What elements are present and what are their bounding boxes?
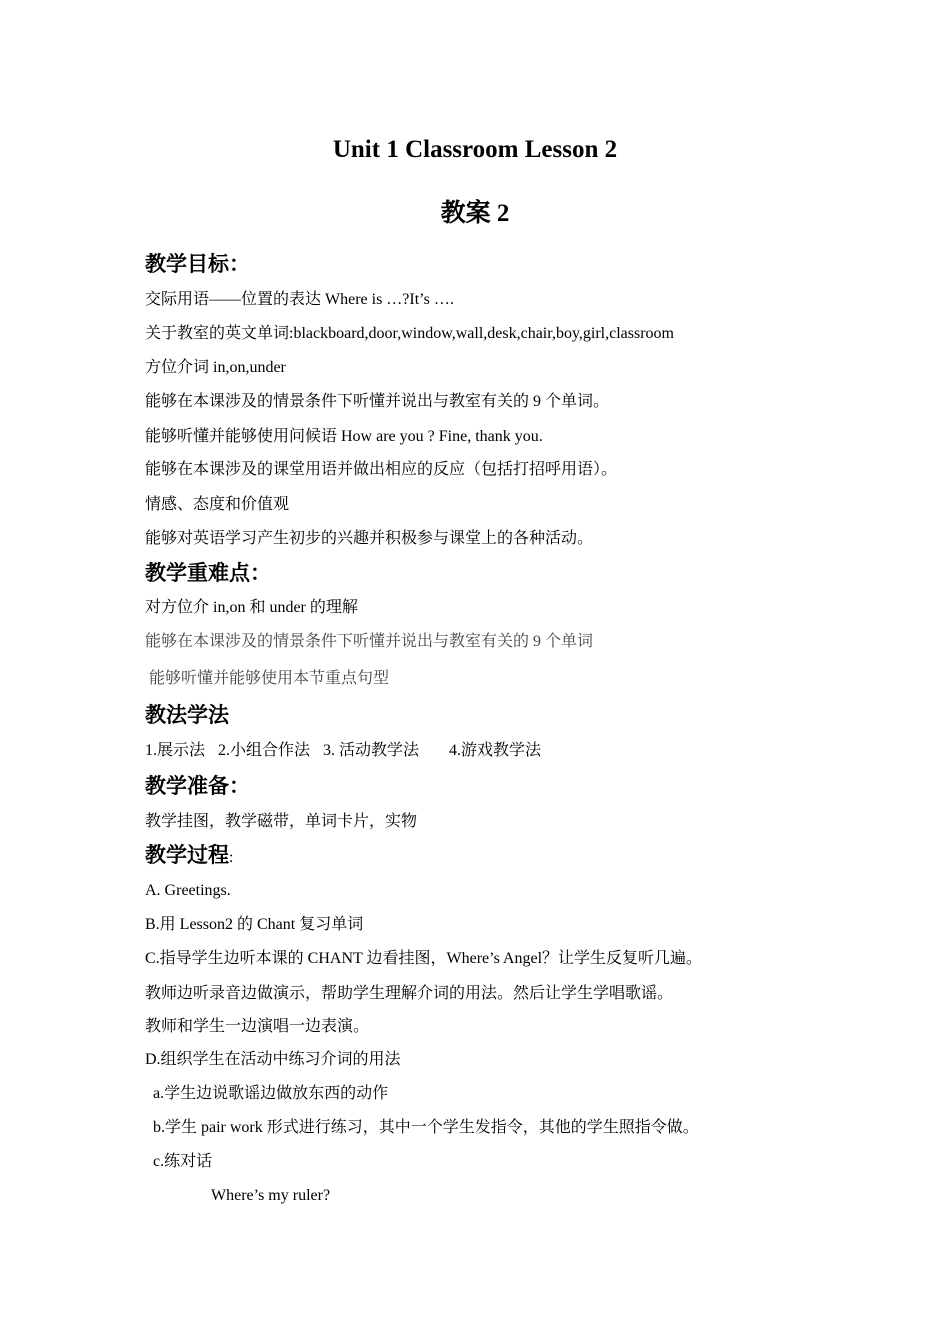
key-point-line: 能够在本课涉及的情景条件下听懂并说出与教室有关的 9 个单词 (145, 633, 594, 650)
objective-line: 能够对英语学习产生初步的兴趣并积极参与课堂上的各种活动。 (145, 530, 594, 547)
process-line: 教师边听录音边做演示，帮助学生理解介词的用法。然后让学生学唱歌谣。 (145, 985, 674, 1002)
method-item: 1.展示法 (145, 742, 206, 759)
process-line: 教师和学生一边演唱一边表演。 (145, 1018, 370, 1035)
key-point-line: 能够听懂并能够使用本节重点句型 (149, 670, 390, 687)
process-line: B.用 Lesson2 的 Chant 复习单词 (145, 916, 364, 933)
process-line: A. Greetings. (145, 882, 231, 899)
process-subline: b.学生 pair work 形式进行练习，其中一个学生发指令，其他的学生照指令做。 (153, 1119, 699, 1136)
preparation-line: 教学挂图，教学磁带，单词卡片，实物 (145, 813, 418, 830)
process-heading (145, 842, 233, 871)
method-item: 4.游戏教学法 (449, 742, 542, 759)
key-point-line: 对方位介 in,on 和 under 的理解 (145, 599, 358, 616)
process-subline: a.学生边说歌谣边做放东西的动作 (153, 1085, 389, 1102)
objective-line: 方位介词 in,on,under (145, 359, 286, 376)
process-subline: c.练对话 (153, 1153, 213, 1170)
method-item: 2.小组合作法 (218, 742, 311, 759)
process-heading-colon: : (229, 849, 234, 866)
objective-line: 能够听懂并能够使用问候语 How are you ? Fine, thank you. (145, 428, 543, 445)
objective-line: 情感、态度和价值观 (145, 496, 290, 513)
objective-line: 交际用语——位置的表达 Where is …?It’s …. (145, 291, 454, 308)
process-line: C.指导学生边听本课的 CHANT 边看挂图，Where’s Angel？让学生反复听几遍。 (145, 950, 703, 967)
methods-line (145, 740, 541, 762)
dialogue-line: Where’s my ruler? (211, 1187, 331, 1204)
objective-line: 关于教室的英文单词:blackboard,door,window,wall,desk,chair,boy,girl,classroom (145, 325, 674, 342)
preparation-heading: 教学准备： (145, 774, 250, 798)
key-points-heading: 教学重难点： (145, 561, 271, 585)
objective-line: 能够在本课涉及的情景条件下听懂并说出与教室有关的 9 个单词。 (145, 393, 610, 410)
process-line: D.组织学生在活动中练习介词的用法 (145, 1051, 401, 1068)
method-item: 3. 活动教学法 (323, 742, 420, 759)
methods-heading: 教法学法 (145, 703, 229, 727)
document-title: Unit 1 Classroom Lesson 2 (332, 136, 618, 163)
objectives-heading: 教学目标： (145, 252, 250, 276)
process-heading-text: 教学过程 (145, 843, 229, 867)
objective-line: 能够在本课涉及的课堂用语并做出相应的反应（包括打招呼用语）。 (145, 461, 618, 478)
document-page (145, 0, 825, 1344)
document-subtitle: 教案 2 (440, 200, 510, 227)
